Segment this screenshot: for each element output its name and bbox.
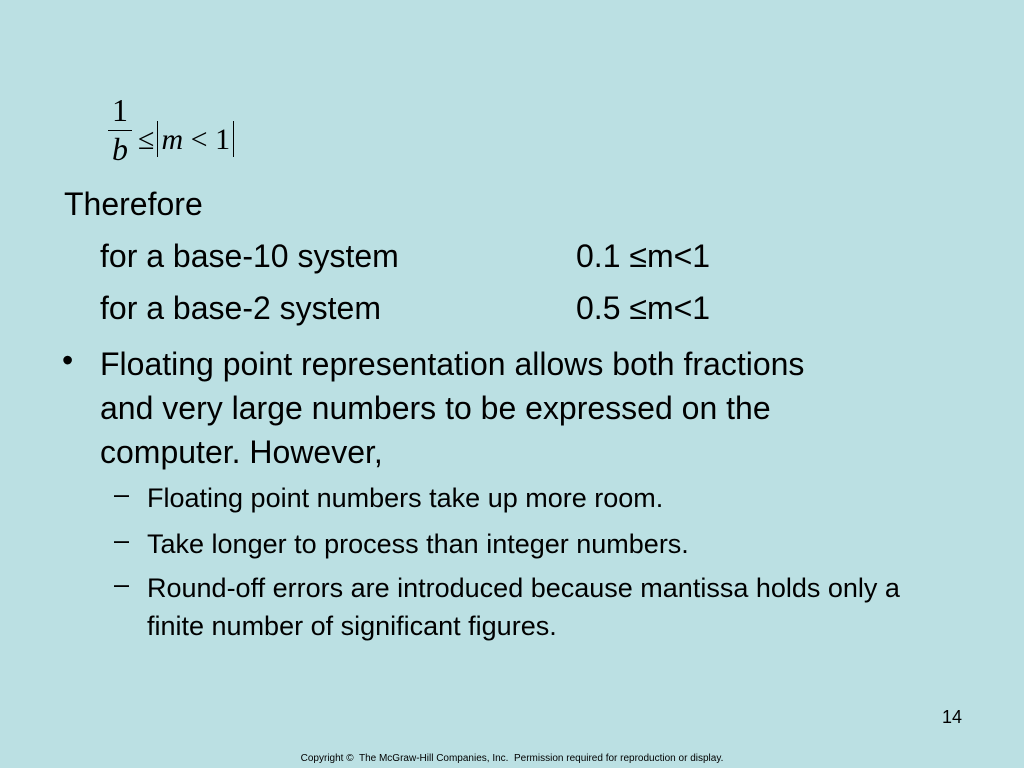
leq-symbol: ≤ [138,123,155,156]
fraction [108,94,132,165]
fraction-denominator: b [112,131,128,167]
lt-symbol: < [190,123,208,156]
base2-range: 0.5 ≤m<1 [576,290,711,326]
sub-bullet-marker: – [114,569,130,599]
base2-label: for a base-2 system [100,290,381,326]
equation [104,94,264,188]
sub-bullet-text: Round-off errors are introduced because mantissa holds only a finite number of significant figures. [147,573,900,641]
copyright-notice: Copyright © The McGraw-Hill Companies, Inc. Permission required for reproduction or display. [300,753,724,764]
sub-bullet-marker: – [114,479,130,509]
bullet-text: Floating point representation allows both fractions and very large numbers to be expressed on the computer. However, [100,346,805,470]
base10-label: for a base-10 system [100,238,399,274]
inequality [138,121,237,157]
sub-bullet-text: Floating point numbers take up more room. [147,483,664,513]
abs-bar-left [157,121,158,157]
sub-bullet-text: Take longer to process than integer numbers. [147,529,689,559]
therefore-text: Therefore [64,186,203,222]
page-number: 14 [941,707,962,727]
constant-one: 1 [215,123,231,156]
base10-range: 0.1 ≤m<1 [576,238,711,274]
fraction-numerator: 1 [112,92,128,128]
variable-m: m [161,123,184,156]
bullet-marker: • [62,342,74,378]
sub-bullet-marker: – [114,525,130,555]
abs-bar-right [233,121,234,157]
